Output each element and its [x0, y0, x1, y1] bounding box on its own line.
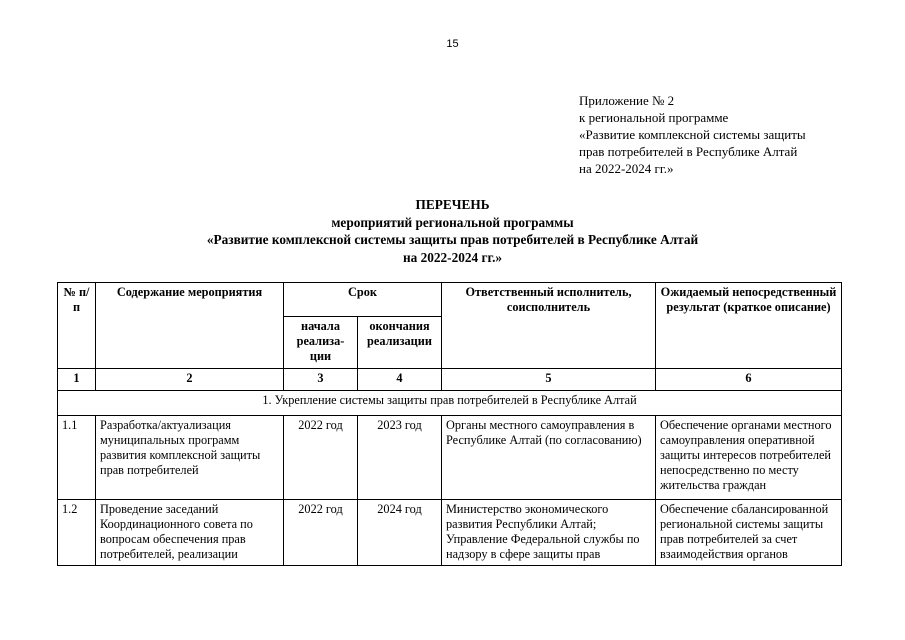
- document-title: [0, 196, 905, 266]
- title-line: «Развитие комплексной системы защиты прав потребителей в Республике Алтай: [206, 232, 699, 247]
- header-result: Ожидаемый непосредственный результат (краткое описание): [656, 283, 842, 369]
- header-content: Содержание мероприятия: [96, 283, 284, 369]
- header-num: № п/п: [58, 283, 96, 369]
- row-start: 2022 год: [284, 500, 358, 566]
- appendix-line: Приложение № 2: [579, 93, 675, 108]
- row-executor: Министерство экономического развития Республики Алтай; Управление Федеральной службы по надзору в сфере защиты прав: [442, 500, 656, 566]
- appendix-line: на 2022-2024 гг.»: [579, 161, 674, 176]
- events-table: [57, 282, 842, 566]
- row-num: 1.1: [58, 416, 96, 500]
- header-term-end: окончания реализации: [358, 317, 442, 369]
- row-end: 2023 год: [358, 416, 442, 500]
- row-result: Обеспечение сбалансированной региональной системы защиты прав потребителей за счет взаимодействия органов: [656, 500, 842, 566]
- table-row: [58, 500, 842, 566]
- row-result: Обеспечение органами местного самоуправления оперативной защиты интересов потребителей непосредственно по месту жительства граждан: [656, 416, 842, 500]
- title-line: на 2022-2024 гг.»: [402, 249, 503, 265]
- column-number: 6: [656, 369, 842, 391]
- row-start: 2022 год: [284, 416, 358, 500]
- header-executor: Ответственный исполнитель, соисполнитель: [442, 283, 656, 369]
- row-content: Проведение заседаний Координационного совета по вопросам обеспечения прав потребителей, реализации: [96, 500, 284, 566]
- column-number: 5: [442, 369, 656, 391]
- title-line: мероприятий региональной программы: [331, 214, 574, 230]
- table-row: [58, 416, 842, 500]
- column-numbers-row: [58, 369, 842, 391]
- row-content: Разработка/актуализация муниципальных программ развития комплексной защиты прав потребителей: [96, 416, 284, 500]
- appendix-line: к региональной программе: [579, 110, 729, 125]
- column-number: 2: [96, 369, 284, 391]
- title-line: ПЕРЕЧЕНЬ: [415, 197, 490, 212]
- header-term: Срок: [284, 283, 442, 317]
- section-title: 1. Укрепление системы защиты прав потребителей в Республике Алтай: [58, 391, 842, 416]
- row-executor: Органы местного самоуправления в Республике Алтай (по согласованию): [442, 416, 656, 500]
- column-number: 1: [58, 369, 96, 391]
- row-num: 1.2: [58, 500, 96, 566]
- appendix-line: прав потребителей в Республике Алтай: [579, 144, 798, 159]
- appendix-line: «Развитие комплексной системы защиты: [579, 127, 806, 142]
- column-number: 3: [284, 369, 358, 391]
- page-number: 15: [446, 38, 459, 50]
- section-row: [58, 391, 842, 416]
- column-number: 4: [358, 369, 442, 391]
- appendix-note: [579, 92, 806, 177]
- row-end: 2024 год: [358, 500, 442, 566]
- header-term-start: начала реализа-ции: [284, 317, 358, 369]
